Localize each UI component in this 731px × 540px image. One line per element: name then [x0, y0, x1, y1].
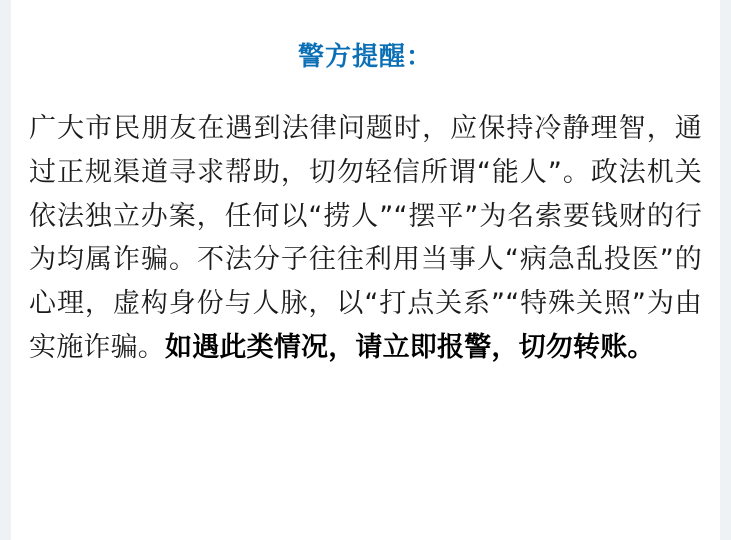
notice-text-main: 广大市民朋友在遇到法律问题时，应保持冷静理智，通过正规渠道寻求帮助，切勿轻信所谓“能人”。政法机关依法独立办案，任何以“捞人”“摆平”为名索要钱财的行为均属诈骗。不法分子往往利用当事人“病急乱投医”的心理，虚构身份与人脉，以“打点关系”“特殊关照”为由实施诈骗。 — [29, 113, 702, 363]
notice-paragraph — [29, 107, 702, 369]
page-title: 警方提醒： — [297, 42, 433, 72]
notice-content — [11, 0, 720, 540]
notice-text-emphasis: 如遇此类情况，请立即报警，切勿转账。 — [165, 331, 655, 363]
